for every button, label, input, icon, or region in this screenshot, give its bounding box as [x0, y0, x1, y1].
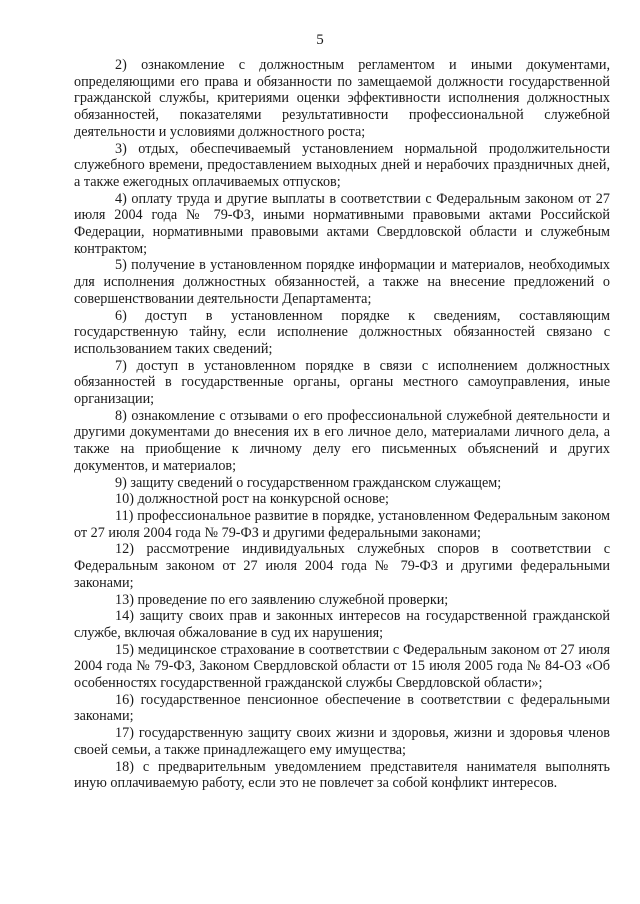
- list-item-7: 7) доступ в установленном порядке в связи с исполнением должностных обязанностей в государственные органы, органы местного самоуправления, иные организации;: [74, 357, 610, 408]
- list-item-14: 14) защиту своих прав и законных интересов на государственной гражданской службе, включая обжалование в суд их нарушения;: [74, 608, 610, 641]
- list-item-8: 8) ознакомление с отзывами о его профессиональной служебной деятельности и другими документами до внесения их в его личное дело, материалами личного дела, а также на приобщение к личному делу его письменных объяснений и других документов, и материалов;: [74, 407, 610, 474]
- document-body: [74, 57, 610, 792]
- list-item-18: 18) с предварительным уведомлением представителя нанимателя выполнять иную оплачиваемую работу, если это не повлечет за собой конфликт интересов.: [74, 758, 610, 792]
- list-item-16: 16) государственное пенсионное обеспечение в соответствии с федеральными законами;: [74, 691, 610, 725]
- list-item-12: 12) рассмотрение индивидуальных служебных споров в соответствии с Федеральным законом от 27 июля 2004 года № 79-ФЗ и другими федеральными законами;: [74, 541, 610, 591]
- list-item-17: 17) государственную защиту своих жизни и здоровья, жизни и здоровья членов своей семьи, а также принадлежащего ему имущества;: [74, 725, 610, 758]
- list-item-15: 15) медицинское страхование в соответствии с Федеральным законом от 27 июля 2004 года № 79-ФЗ, Законом Свердловской области от 15 июля 2005 года № 84-ОЗ «Об особенностях государственной гражданской службы Свердловской области»;: [74, 641, 610, 692]
- list-item-10: 10) должностной рост на конкурсной основе;: [115, 491, 389, 508]
- list-item-2: 2) ознакомление с должностным регламентом и иными документами, определяющими его права и обязанности по замещаемой должности государственной гражданской службы, критериями оценки эффективности исполнения должностных обязанностей, показателями результативности профессиональной служебной деятельности и условиями должностного роста;: [74, 57, 610, 140]
- list-item-13: 13) проведение по его заявлению служебной проверки;: [115, 591, 449, 608]
- list-item-5: 5) получение в установленном порядке информации и материалов, необходимых для исполнения должностных обязанностей, а также на внесение предложений о совершенствовании деятельности Департамента;: [74, 257, 610, 307]
- list-item-9: 9) защиту сведений о государственном гражданском служащем;: [115, 474, 502, 491]
- list-item-4: 4) оплату труда и другие выплаты в соответствии с Федеральным законом от 27 июля 2004 года № 79-ФЗ, иными нормативными правовыми актами Российской Федерации, нормативными правовыми актами Свердловской области и служебным контрактом;: [74, 190, 610, 257]
- page-number: 5: [316, 32, 324, 48]
- list-item-11: 11) профессиональное развитие в порядке, установленном Федеральным законом от 27 июля 2004 года № 79-ФЗ и другими федеральными законами;: [74, 507, 610, 541]
- list-item-6: 6) доступ в установленном порядке к сведениям, составляющим государственную тайну, если исполнение должностных обязанностей связано с использованием таких сведений;: [74, 307, 610, 357]
- list-item-3: 3) отдых, обеспечиваемый установлением нормальной продолжительности служебного времени, предоставлением выходных дней и нерабочих праздничных дней, а также ежегодных оплачиваемых отпусков;: [74, 140, 610, 190]
